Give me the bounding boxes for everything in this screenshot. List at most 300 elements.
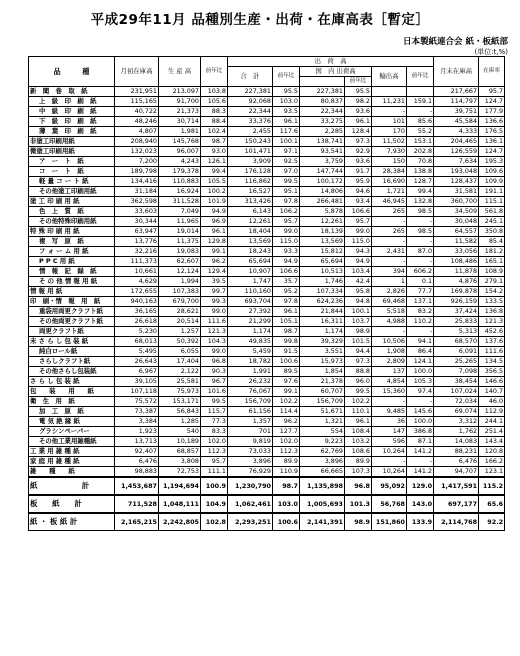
row-value-cell: 1,174 <box>228 327 273 337</box>
row-value-cell: 87.1 <box>407 437 434 447</box>
row-value-cell: 1,453,687 <box>115 477 159 495</box>
row-value-cell: 99.7 <box>201 287 228 297</box>
row-value-cell: 89.5 <box>273 367 300 377</box>
row-value-cell: 106.6 <box>273 267 300 277</box>
row-value-cell: 166.2 <box>479 457 505 467</box>
row-value-cell: 76,929 <box>228 467 273 478</box>
row-value-cell: 99.4 <box>201 167 228 177</box>
table-row <box>29 227 505 237</box>
row-value-cell: 1,762 <box>434 427 479 437</box>
row-value-cell: 91,700 <box>159 97 201 107</box>
row-value-cell: 46.0 <box>479 397 505 407</box>
row-value-cell: 66,665 <box>300 467 345 478</box>
row-value-cell: 6,055 <box>159 347 201 357</box>
row-value-cell: 1,747 <box>228 277 273 287</box>
row-value-cell: 93,541 <box>300 147 345 157</box>
page-title: 平成29年11月 品種別生産・出荷・在庫高表［暫定］ <box>90 12 430 28</box>
row-category-name: そ の 他 情 報 用 紙 <box>29 277 115 287</box>
row-value-cell: 42.4 <box>345 277 372 287</box>
row-value-cell: 60,707 <box>300 387 345 397</box>
row-value-cell: 98.2 <box>345 97 372 107</box>
header-production: 生 産 高 <box>159 57 201 87</box>
row-category-name: 工 業 用 雑 種 紙 <box>29 447 115 457</box>
row-value-cell: 115.7 <box>201 407 228 417</box>
row-value-cell: 99.0 <box>273 227 300 237</box>
row-value-cell: 13,776 <box>115 237 159 247</box>
header-production-yoy: 前年比 <box>201 57 228 87</box>
row-value-cell: 94.9 <box>345 257 372 267</box>
row-value-cell <box>407 87 434 97</box>
row-value-cell: 92.9 <box>345 147 372 157</box>
row-value-cell: 103.7 <box>345 317 372 327</box>
row-value-cell: 39,329 <box>300 337 345 347</box>
row-value-cell: 7,098 <box>434 367 479 377</box>
table-body <box>29 87 505 531</box>
row-category-name: 包 装 用 紙 <box>29 387 115 397</box>
row-value-cell: 102.8 <box>201 513 228 531</box>
row-value-cell: 13,569 <box>228 237 273 247</box>
production-table <box>28 56 505 531</box>
row-value-cell: 107.3 <box>345 467 372 478</box>
row-value-cell: 141.2 <box>407 447 434 457</box>
row-category-name: 純白ロール紙 <box>29 347 115 357</box>
row-value-cell: 121.3 <box>201 327 228 337</box>
row-value-cell: 28,621 <box>159 307 201 317</box>
table-row <box>29 287 505 297</box>
row-value-cell: 1,721 <box>372 187 407 197</box>
row-value-cell: 111.6 <box>479 347 505 357</box>
row-category-name: P P C 用 紙 <box>29 257 115 267</box>
row-value-cell: - <box>372 327 407 337</box>
row-value-cell: 606.2 <box>407 267 434 277</box>
row-value-cell: 95.8 <box>345 287 372 297</box>
row-value-cell: 9,223 <box>300 437 345 447</box>
row-value-cell: 62,607 <box>159 257 201 267</box>
row-value-cell: 70.8 <box>407 157 434 167</box>
row-category-name: コ ー ト 紙 <box>29 167 115 177</box>
row-value-cell: 138,741 <box>300 137 345 147</box>
row-value-cell: 102.2 <box>273 397 300 407</box>
row-value-cell: 2,431 <box>372 247 407 257</box>
row-value-cell: 25,833 <box>434 317 479 327</box>
row-value-cell: 80,837 <box>300 97 345 107</box>
row-value-cell: 65.6 <box>479 495 505 513</box>
table-row <box>29 357 505 367</box>
row-value-cell: 3,551 <box>300 347 345 357</box>
row-value-cell: 21,299 <box>228 317 273 327</box>
row-value-cell: 279.1 <box>479 277 505 287</box>
row-value-cell: 96.1 <box>273 307 300 317</box>
header-domestic-spacer <box>300 77 345 87</box>
row-value-cell: 7,049 <box>159 207 201 217</box>
table-row <box>29 457 505 467</box>
header-closing-stock: 月末在庫高 <box>434 57 479 87</box>
row-value-cell: 92.5 <box>273 157 300 167</box>
table-row <box>29 317 505 327</box>
row-value-cell: 217,667 <box>434 87 479 97</box>
row-value-cell <box>372 87 407 97</box>
row-value-cell: 7,634 <box>434 157 479 167</box>
row-value-cell: 75,973 <box>159 387 201 397</box>
row-value-cell: 5,878 <box>300 207 345 217</box>
row-value-cell: 13,569 <box>300 237 345 247</box>
row-category-name: 塗 工 印 刷 用 紙 <box>29 197 115 207</box>
table-row <box>29 217 505 227</box>
row-category-name: その他工業用雑種紙 <box>29 437 115 447</box>
row-value-cell: 30,714 <box>159 117 201 127</box>
row-value-cell: 1,321 <box>300 417 345 427</box>
row-value-cell: 711,528 <box>115 495 159 513</box>
row-value-cell: 111,373 <box>115 257 159 267</box>
row-value-cell: 4,629 <box>115 277 159 287</box>
row-value-cell: 7,200 <box>115 157 159 167</box>
row-value-cell: 195.3 <box>479 157 505 167</box>
row-value-cell: - <box>407 327 434 337</box>
row-value-cell: 46,945 <box>372 197 407 207</box>
row-value-cell: 10,661 <box>115 267 159 277</box>
table-row <box>29 437 505 447</box>
row-value-cell: - <box>372 397 407 407</box>
row-value-cell: 98.7 <box>273 477 300 495</box>
row-value-cell: 110.1 <box>345 407 372 417</box>
row-value-cell: 6,476 <box>115 457 159 467</box>
unit-label: (単位:t,%) <box>474 48 508 56</box>
row-value-cell: 104.3 <box>201 337 228 347</box>
row-value-cell: 265 <box>372 207 407 217</box>
row-value-cell: 99.1 <box>273 387 300 397</box>
row-value-cell: 95.9 <box>345 177 372 187</box>
table-row-total <box>29 477 505 495</box>
row-value-cell: 73,033 <box>228 447 273 457</box>
row-value-cell: 96.1 <box>201 227 228 237</box>
row-value-cell: 112.9 <box>479 407 505 417</box>
row-category-name: 衛 生 用 紙 <box>29 397 115 407</box>
row-value-cell: 108.9 <box>479 267 505 277</box>
row-value-cell: 126,559 <box>434 147 479 157</box>
row-value-cell: 245.1 <box>479 217 505 227</box>
row-value-cell: 143.0 <box>407 495 434 513</box>
row-value-cell: 10,513 <box>300 267 345 277</box>
row-value-cell: 136.8 <box>479 307 505 317</box>
table-row <box>29 447 505 457</box>
row-category-name: 色 上 質 紙 <box>29 207 115 217</box>
row-value-cell: 1,048,111 <box>159 495 201 513</box>
row-category-name: 情 報 用 紙 <box>29 287 115 297</box>
row-value-cell: 49,835 <box>228 337 273 347</box>
row-value-cell: 94.4 <box>345 347 372 357</box>
row-value-cell: 18,782 <box>228 357 273 367</box>
row-value-cell: 313,426 <box>228 197 273 207</box>
row-value-cell: 1,417,591 <box>434 477 479 495</box>
row-value-cell: 1,991 <box>228 367 273 377</box>
row-value-cell: 147,744 <box>300 167 345 177</box>
row-value-cell: 2,293,251 <box>228 513 273 531</box>
row-category-name: グラシンペーパー <box>29 427 115 437</box>
row-value-cell: 95.7 <box>345 217 372 227</box>
row-category-name: 微塗工印刷用紙 <box>29 147 115 157</box>
row-value-cell: 88.4 <box>201 117 228 127</box>
row-value-cell: 76,067 <box>228 387 273 397</box>
row-value-cell: 137.1 <box>407 297 434 307</box>
row-value-cell: 98,883 <box>115 467 159 478</box>
row-value-cell: 227,381 <box>300 87 345 97</box>
row-value-cell: 1,357 <box>228 417 273 427</box>
row-value-cell: 98.5 <box>407 227 434 237</box>
header-shipment-group: 出 荷 高 <box>228 57 434 67</box>
row-category-name: 上 級 印 刷 紙 <box>29 97 115 107</box>
row-value-cell: 181.2 <box>479 247 505 257</box>
row-value-cell: 99.0 <box>201 347 228 357</box>
row-value-cell: 99.4 <box>407 187 434 197</box>
row-value-cell: 170 <box>372 127 407 137</box>
row-value-cell: 111.6 <box>201 317 228 327</box>
row-value-cell: 99.5 <box>273 177 300 187</box>
row-value-cell: 33,056 <box>434 247 479 257</box>
table-row <box>29 97 505 107</box>
row-value-cell: 15,973 <box>300 357 345 367</box>
row-value-cell: 150,243 <box>228 137 273 147</box>
table-row-total <box>29 513 505 531</box>
row-value-cell: 4,854 <box>372 377 407 387</box>
row-value-cell: 4,876 <box>434 277 479 287</box>
row-value-cell: 51,671 <box>300 407 345 417</box>
row-category-name: 非塗工印刷用紙 <box>29 137 115 147</box>
row-value-cell: 624,236 <box>300 297 345 307</box>
row-category-name: その他塗工印刷用紙 <box>29 187 115 197</box>
row-value-cell: 91.5 <box>273 347 300 357</box>
row-value-cell: 136.1 <box>479 137 505 147</box>
table-row <box>29 367 505 377</box>
row-value-cell: 2,826 <box>372 287 407 297</box>
row-value-cell: 227,381 <box>228 87 273 97</box>
row-value-cell: 926,159 <box>434 297 479 307</box>
row-value-cell: 13,713 <box>115 437 159 447</box>
table-row <box>29 277 505 287</box>
row-value-cell: 33,376 <box>228 117 273 127</box>
row-value-cell: - <box>407 397 434 407</box>
row-value-cell: 124.7 <box>479 147 505 157</box>
row-value-cell: 106.2 <box>273 207 300 217</box>
row-value-cell: 146.6 <box>479 377 505 387</box>
row-value-cell: 679,700 <box>159 297 201 307</box>
table-row <box>29 267 505 277</box>
table-row <box>29 237 505 247</box>
row-value-cell: 26,643 <box>115 357 159 367</box>
row-value-cell: 101.5 <box>345 337 372 347</box>
row-value-cell: 10,506 <box>372 337 407 347</box>
row-value-cell: 96.1 <box>345 117 372 127</box>
row-value-cell: 693,704 <box>228 297 273 307</box>
row-value-cell: 165.1 <box>479 257 505 267</box>
row-value-cell: 202.8 <box>407 147 434 157</box>
row-value-cell: 177.9 <box>479 107 505 117</box>
row-value-cell: 92.2 <box>479 513 505 531</box>
row-value-cell: 3,896 <box>228 457 273 467</box>
row-value-cell: 132.8 <box>407 197 434 207</box>
row-value-cell: 191.1 <box>479 187 505 197</box>
row-category-name: 下 級 印 刷 紙 <box>29 117 115 127</box>
row-value-cell: 179,378 <box>159 167 201 177</box>
row-value-cell: 95.7 <box>479 87 505 97</box>
table-row <box>29 207 505 217</box>
row-value-cell: 68,013 <box>115 337 159 347</box>
row-value-cell: 27,392 <box>228 307 273 317</box>
row-value-cell: 10,264 <box>372 467 407 478</box>
row-value-cell: 121.3 <box>479 317 505 327</box>
row-value-cell: 105.3 <box>407 377 434 387</box>
row-value-cell: 100.6 <box>273 357 300 367</box>
row-value-cell: 128,437 <box>434 177 479 187</box>
row-value-cell: 1,135,898 <box>300 477 345 495</box>
row-value-cell: 19,083 <box>159 247 201 257</box>
row-value-cell: 88.8 <box>345 367 372 377</box>
row-value-cell: 86.4 <box>407 347 434 357</box>
table-row <box>29 167 505 177</box>
header-domestic-yoy: 前年比 <box>345 77 372 87</box>
row-value-cell: 2,165,215 <box>115 513 159 531</box>
row-value-cell: 120.8 <box>479 447 505 457</box>
table-row <box>29 387 505 397</box>
row-value-cell: 69,074 <box>434 407 479 417</box>
row-value-cell: 16,527 <box>228 187 273 197</box>
row-value-cell: - <box>372 257 407 267</box>
row-category-name: さ ら し 包 装 紙 <box>29 377 115 387</box>
row-value-cell: 94.9 <box>201 207 228 217</box>
row-value-cell: 88.3 <box>201 107 228 117</box>
row-value-cell: 3,312 <box>434 417 479 427</box>
row-value-cell: 15,812 <box>300 247 345 257</box>
row-value-cell: 89.9 <box>345 457 372 467</box>
row-value-cell: 93.6 <box>345 107 372 117</box>
row-value-cell: 25,581 <box>159 377 201 387</box>
row-value-cell: 94.1 <box>407 337 434 347</box>
row-value-cell: - <box>407 107 434 117</box>
table-row <box>29 417 505 427</box>
row-value-cell: 16,690 <box>372 177 407 187</box>
row-value-cell: 1,062,461 <box>228 495 273 513</box>
row-value-cell: 115,165 <box>115 97 159 107</box>
row-value-cell: 18,139 <box>300 227 345 237</box>
row-value-cell: 94.3 <box>345 247 372 257</box>
row-value-cell: 16,924 <box>159 187 201 197</box>
row-value-cell: 251.4 <box>479 427 505 437</box>
row-value-cell: 151,860 <box>372 513 407 531</box>
row-value-cell: 110.9 <box>273 467 300 478</box>
row-value-cell: 3,384 <box>115 417 159 427</box>
row-value-cell: 96.8 <box>345 477 372 495</box>
row-value-cell: 32,216 <box>115 247 159 257</box>
row-value-cell: 3,909 <box>228 157 273 167</box>
row-value-cell: 133.5 <box>479 297 505 307</box>
row-value-cell: 189,798 <box>115 167 159 177</box>
row-value-cell: 159.1 <box>407 97 434 107</box>
row-value-cell: 1,994 <box>159 277 201 287</box>
row-value-cell: 5,230 <box>115 327 159 337</box>
row-value-cell: - <box>372 107 407 117</box>
row-category-name: 未 さ ら し 包 装 紙 <box>29 337 115 347</box>
row-value-cell: 105.6 <box>201 97 228 107</box>
row-value-cell: 26,232 <box>228 377 273 387</box>
row-value-cell: 1,285 <box>159 417 201 427</box>
row-value-cell: 77.3 <box>201 417 228 427</box>
row-value-cell: 100.1 <box>273 137 300 147</box>
row-value-cell: 100.2 <box>201 187 228 197</box>
row-value-cell: 25,265 <box>434 357 479 367</box>
row-value-cell: - <box>372 217 407 227</box>
row-value-cell: 1,194,694 <box>159 477 201 495</box>
header-stock-ratio: 在庫率 <box>479 57 505 87</box>
row-category-name: 印 刷・情 報 用 紙 <box>29 297 115 307</box>
row-value-cell: 169,878 <box>434 287 479 297</box>
row-value-cell: 103.0 <box>273 97 300 107</box>
table-row <box>29 427 505 437</box>
row-value-cell: 266,481 <box>300 197 345 207</box>
row-value-cell: 35.7 <box>273 277 300 287</box>
row-value-cell: 5,313 <box>434 327 479 337</box>
table-row <box>29 187 505 197</box>
row-value-cell: 117.6 <box>273 127 300 137</box>
row-category-name: 情 報 記 録 紙 <box>29 267 115 277</box>
row-value-cell: 350.8 <box>479 227 505 237</box>
row-value-cell: 95,092 <box>372 477 407 495</box>
row-value-cell: 99.8 <box>273 337 300 347</box>
row-value-cell: 31,581 <box>434 187 479 197</box>
row-value-cell: 88,231 <box>434 447 479 457</box>
row-value-cell: 101.9 <box>201 197 228 207</box>
row-value-cell: - <box>407 457 434 467</box>
row-value-cell: 213,097 <box>159 87 201 97</box>
row-value-cell: 103.4 <box>345 267 372 277</box>
row-value-cell: 138.8 <box>407 167 434 177</box>
row-value-cell: 1,981 <box>159 127 201 137</box>
row-value-cell: - <box>372 237 407 247</box>
row-value-cell: 10,264 <box>372 447 407 457</box>
row-value-cell: 105.1 <box>273 317 300 327</box>
row-value-cell: 96.9 <box>201 217 228 227</box>
row-value-cell: 109.6 <box>479 167 505 177</box>
row-value-cell: 21,844 <box>300 307 345 317</box>
row-value-cell: 204,465 <box>434 137 479 147</box>
header-category: 品 種 <box>29 57 115 87</box>
row-value-cell: 1,005,693 <box>300 495 345 513</box>
row-value-cell: 101.6 <box>201 387 228 397</box>
table-row <box>29 257 505 267</box>
row-category-name: 板 紙 計 <box>29 495 115 513</box>
row-value-cell: 311,528 <box>159 197 201 207</box>
row-value-cell: 55.2 <box>407 127 434 137</box>
row-value-cell: 115.2 <box>479 477 505 495</box>
row-value-cell: 98.5 <box>407 207 434 217</box>
row-value-cell: 231,951 <box>115 87 159 97</box>
row-category-name: 家 庭 用 雑 種 紙 <box>29 457 115 467</box>
row-value-cell: 1,923 <box>115 427 159 437</box>
row-value-cell: 22,344 <box>300 107 345 117</box>
row-value-cell: 10,907 <box>228 267 273 277</box>
row-value-cell: 2,285 <box>300 127 345 137</box>
row-value-cell: 34,509 <box>434 207 479 217</box>
row-value-cell: 98.7 <box>201 137 228 147</box>
row-value-cell: 62,769 <box>300 447 345 457</box>
row-value-cell: 145,768 <box>159 137 201 147</box>
row-value-cell: 50,392 <box>159 337 201 347</box>
row-value-cell: 94,707 <box>434 467 479 478</box>
row-value-cell: 4,807 <box>115 127 159 137</box>
row-value-cell: 63,947 <box>115 227 159 237</box>
row-value-cell: 386.8 <box>407 427 434 437</box>
row-value-cell: 362,598 <box>115 197 159 207</box>
row-value-cell: 97.6 <box>273 377 300 387</box>
row-value-cell: 6,091 <box>434 347 479 357</box>
